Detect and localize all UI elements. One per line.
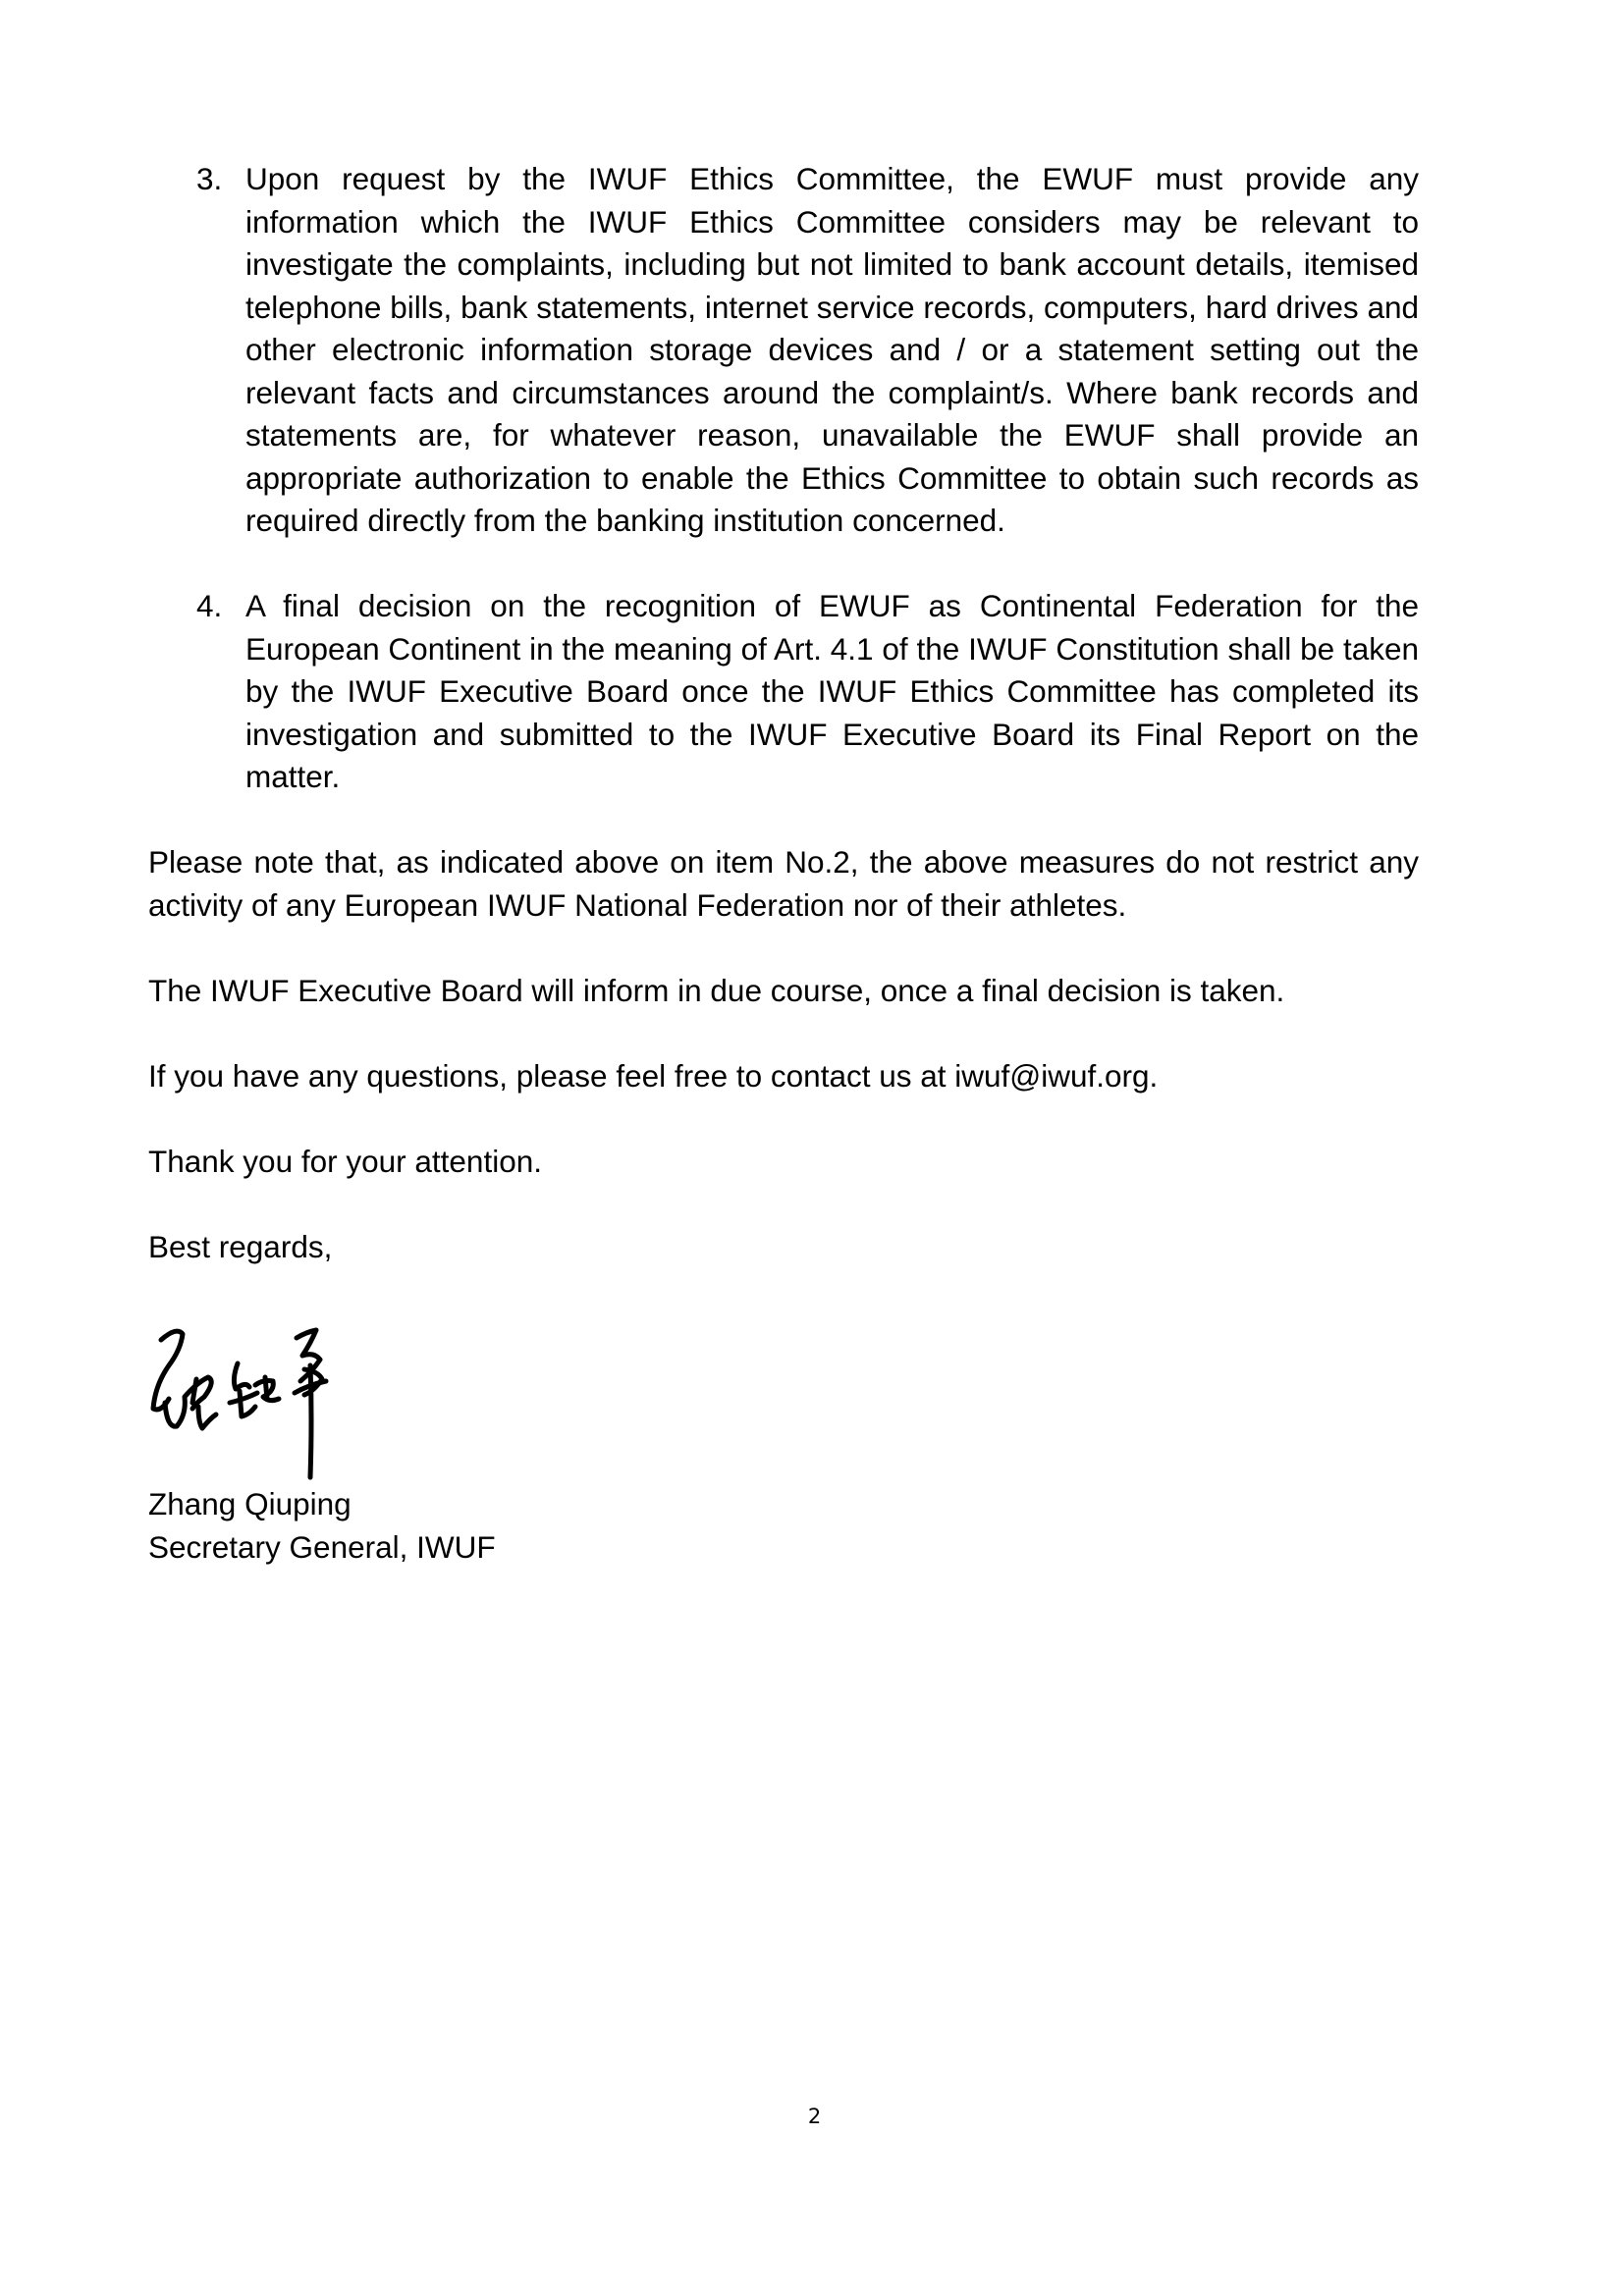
list-item-text: Upon request by the IWUF Ethics Committee, the EWUF must provide any information which the IWUF Ethics Committee considers may be relevant to investigate the complaints, including but not limited to bank account details, itemised telephone bills, bank statements, internet service records, computers, hard drives and other electronic information storage devices and / or a statement setting out the relevant facts and circumstances around the complaint/s. Where bank records and statements are, for whatever reason, unavailable the EWUF shall provide an appropriate authorization to enable the Ethics Committee to obtain such records as required directly from the banking institution concerned.: [245, 161, 1419, 538]
thanks-paragraph: Thank you for your attention.: [148, 1143, 542, 1179]
list-item-4: [148, 585, 1419, 799]
signatory-name: Zhang Qiuping: [148, 1486, 352, 1522]
list-number: 3.: [196, 161, 223, 196]
list-item-3: [148, 158, 1419, 543]
handwritten-signature-icon: [147, 1320, 363, 1487]
list-number: 4.: [196, 588, 223, 623]
inform-paragraph: The IWUF Executive Board will inform in due course, once a final decision is taken.: [148, 972, 1285, 1008]
list-item-text: A final decision on the recognition of EWUF as Continental Federation for the European Continent in the meaning of Art. 4.1 of the IWUF Constitution shall be taken by the IWUF Executive Board once the IWUF Ethics Committee has completed its investigation and submitted to the IWUF Executive Board its Final Report on the matter.: [245, 588, 1419, 794]
letter-body: [148, 158, 1419, 1268]
closing-paragraph: Best regards,: [148, 1228, 333, 1264]
contact-paragraph: If you have any questions, please feel free to contact us at iwuf@iwuf.org.: [148, 1057, 1159, 1094]
signatory-title: Secretary General, IWUF: [148, 1529, 496, 1565]
note-paragraph: Please note that, as indicated above on item No.2, the above measures do not restrict any activity of any European IWUF National Federation nor of their athletes.: [148, 844, 1419, 923]
numbered-list: [148, 158, 1419, 799]
page-number: 2: [807, 2105, 822, 2128]
page-number-container: [0, 2104, 1624, 2129]
